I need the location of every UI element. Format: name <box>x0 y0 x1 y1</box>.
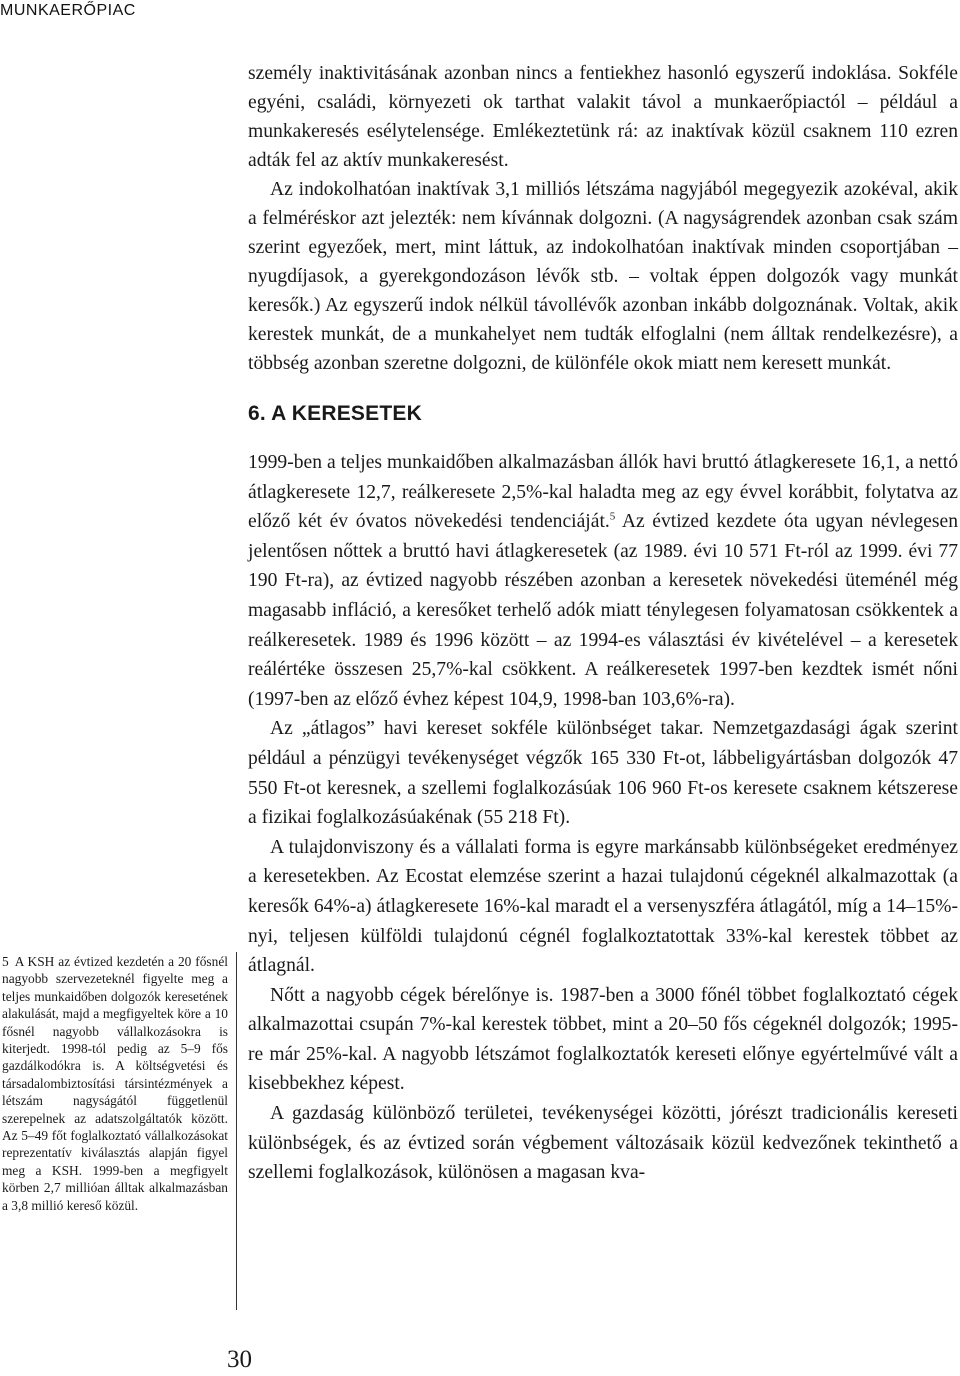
paragraph-ownership: A tulajdonviszony és a vállalati forma is egyre markánsabb különbségeket eredményez a keresetekben. Az Ecostat elemzése szerint a hazai tulajdonú cégeknél alkalmazottak (a keresők 64%-a) átlagkeresete 16%-kal maradt el a versenyszféra átlagától, míg a 14–15%-nyi, teljesen külföldi tulajdonú cégnél foglalkoztatottak 33%-kal kerestek többet az átlagnál. <box>248 836 958 977</box>
footnote-divider <box>236 952 237 1310</box>
paragraph-inactivity-reasons: személy inaktivitásának azonban nincs a fentiekhez hasonló egyszerű indoklása. Sokféle egyéni, családi, környezeti ok tarthat valakit távol a munkaerőpiactól – például a munkakeresés esélytelensége. Emlékeztetünk rá: az inaktívak közül csaknem 110 ezren adták fel az aktív munkakeresést. <box>248 63 958 171</box>
footnote-text: A KSH az évtized kezdetén a 20 fősnél nagyobb szervezeteknél figyelte meg a teljes munkaidőben dolgozók keresetének alakulását, majd a megfigyeltek köre a 10 fősnél nagyobb vállalkozásokra is kiterjedt. 1998-tól pedig az 5–9 fős gazdálkodókra is. A költségvetési és társadalombiztosítási társintézmények a létszám nagyságától függetlenül szerepelnek az adatszolgáltatók között. Az 5–49 főt foglalkoztató vállalkozásokat reprezentatív kiválasztás alapján figyel meg a KSH. 1999-ben a megfigyelt körben 2,7 millióan álltak alkalmazásban a 3,8 millió kereső közül. <box>2 954 228 1213</box>
footnote <box>2 953 228 1214</box>
paragraph-sectors: A gazdaság különböző területei, tevékenységei közötti, jórészt tradicionális kereseti különbségek, és az évtized során végbement változásaik közül kedvezőnek tekinthető a szellemi foglalkozások, különösen a magasan kva- <box>248 1103 958 1184</box>
footnote-number: 5 <box>2 954 9 969</box>
paragraph-large-companies: Nőtt a nagyobb cégek bérelőnye is. 1987-ben a 3000 főnél többet foglalkoztató cégek alkalmazottai csupán 7%-kal kerestek többet, mint a 20–50 fős cégeknél dolgozók; 1995-re már 25%-kal. A nagyobb létszámot foglalkoztatók kereseti előnye egyértelművé vált a kisebbekhez képest. <box>248 984 958 1095</box>
running-header: MUNKAERŐPIAC <box>0 2 136 19</box>
main-column <box>248 59 958 1188</box>
paragraph-justified-inactive: Az indokolhatóan inaktívak 3,1 milliós létszáma nagyjából megegyezik azokéval, akik a felméréskor azt jelezték: nem kívánnak dolgozni. (A nagyságrendek azonban csak szám szerint egyezőek, mert, mint láttuk, az indokolhatóan inaktívak minden csoportjában – nyugdíjasok, a gyerekgondozáson lévők stb. – voltak éppen dolgozók vagy munkát keresők.) Az egyszerű indok nélkül távollévők azonban inkább dolgoznának. Voltak, akik kerestek munkát, de a munkahelyet nem tudták elfoglalni (nem álltak rendelkezésre), a többség azonban szeretne dolgozni, de különféle okok miatt nem keresett munkát. <box>248 179 958 374</box>
paragraph-earnings-part-b: Az évtized kezdete óta ugyan névlegesen jelentősen nőttek a bruttó havi átlagkeresetek (az 1989. évi 10 571 Ft-ról az 1999. évi 77 190 Ft-ra), az évtized nagyobb részében azonban a keresetek növekedési üteménél még magasabb infláció, a keresőket terhelő adók miatt ténylegesen folyamatosan csökkentek a reálkeresetek. 1989 és 1996 között – az 1994-es választási év kivételével – a keresetek reálértéke összesen 25,7%-kal csökkent. A reálkeresetek 1997-ben kezdtek ismét nőni (1997-ben az előző évhez képest 104,9, 1998-ban 103,6%-ra). <box>248 511 958 710</box>
footnote-reference[interactable]: 5 <box>609 510 616 523</box>
paragraph-earnings-1999 <box>248 448 958 714</box>
page-number: 30 <box>227 1346 252 1373</box>
section-heading: 6. A KERESETEK <box>248 402 422 425</box>
paragraph-earnings-part-a: 1999-ben a teljes munkaidőben alkalmazásban állók havi bruttó átlagkeresete 16,1, a nettó átlagkeresete 12,7, reálkeresete 2,5%-kal haladta meg az egy évvel korábbit, folytatva az előző két év óvatos növekedési tendenciáját. <box>248 452 958 533</box>
paragraph-average-earnings: Az „átlagos” havi kereset sokféle különbséget takar. Nemzetgazdasági ágak szerint például a pénzügyi tevékenységet végzők 165 330 Ft-ot, lábbeligyártásban dolgozók 47 550 Ft-ot keresnek, a szellemi foglalkozásúak 106 960 Ft-os keresete csaknem kétszerese a fizikai foglalkozásúakénak (55 218 Ft). <box>248 718 958 829</box>
